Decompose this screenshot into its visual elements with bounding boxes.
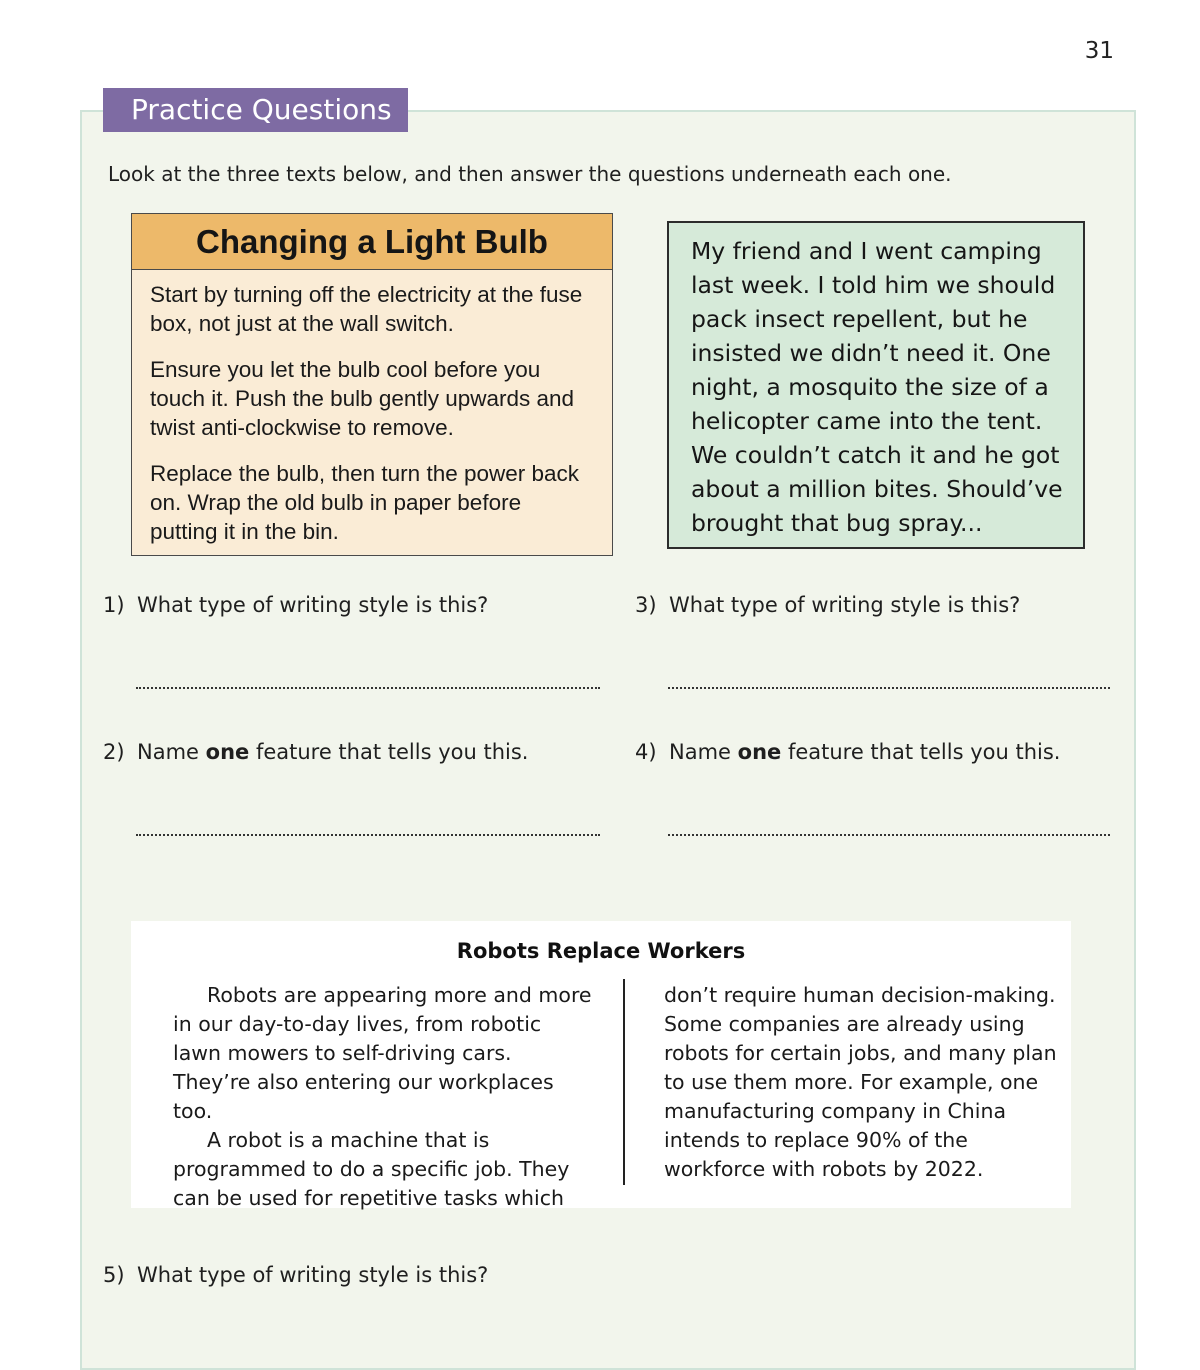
light-bulb-paragraph: Replace the bulb, then turn the power back on. Wrap the old bulb in paper before putting it in the bin.: [150, 461, 580, 544]
question-text: Name: [137, 740, 206, 764]
question-text: feature that tells you this.: [249, 740, 529, 764]
question-text: Name: [669, 740, 738, 764]
question-number: 5): [103, 1263, 125, 1287]
question-number: 1): [103, 593, 125, 617]
robots-column-right: [664, 981, 1064, 1184]
question-number: 3): [635, 593, 657, 617]
question-text: What type of writing style is this?: [669, 593, 1021, 617]
text-box-robots: [131, 921, 1071, 1208]
robots-paragraph: don’t require human decision-making. Some companies are already using robots for certain jobs, and many plan to use them more. For example, one manufacturing company in China intends to replace 90% of the workforce with robots by 2022.: [664, 983, 1057, 1181]
robots-title: Robots Replace Workers: [456, 939, 746, 963]
light-bulb-paragraph: Ensure you let the bulb cool before you touch it. Push the bulb gently upwards and twist anti-clockwise to remove.: [150, 357, 575, 440]
question-number: 4): [635, 740, 657, 764]
question-emphasis: one: [205, 740, 250, 764]
instructions: Look at the three texts below, and then answer the questions underneath each one.: [108, 162, 952, 186]
question-1: [103, 593, 488, 617]
question-number: 2): [103, 740, 125, 764]
question-5: [103, 1263, 488, 1287]
robots-paragraph: A robot is a machine that is programmed to do a specific job. They can be used for repetitive tasks which: [173, 1128, 570, 1210]
light-bulb-title: Changing a Light Bulb: [132, 214, 612, 270]
question-4: [635, 740, 1060, 764]
text-box-camping: My friend and I went camping last week. I told him we should pack insect repellent, but he insisted we didn’t need it. One night, a mosquito the size of a helicopter came into the tent. We couldn’t catch it and he got about a million bites. Should’ve brought that bug spray...: [667, 221, 1085, 549]
question-text: What type of writing style is this?: [137, 1263, 489, 1287]
answer-line-4[interactable]: [668, 834, 1110, 836]
text-box-light-bulb: [131, 213, 613, 556]
answer-line-1[interactable]: [136, 687, 600, 689]
question-text: feature that tells you this.: [781, 740, 1061, 764]
answer-line-2[interactable]: [136, 834, 600, 836]
question-emphasis: one: [737, 740, 782, 764]
question-2: [103, 740, 528, 764]
light-bulb-paragraph: Start by turning off the electricity at the fuse box, not just at the wall switch.: [150, 282, 583, 336]
question-text: What type of writing style is this?: [137, 593, 489, 617]
section-tab: Practice Questions: [103, 88, 408, 132]
question-3: [635, 593, 1020, 617]
robots-paragraph: Robots are appearing more and more in our day-to-day lives, from robotic lawn mowers to self-driving cars. They’re also entering our workplaces too.: [173, 983, 592, 1123]
robots-column-left: [173, 981, 593, 1213]
answer-line-3[interactable]: [668, 687, 1110, 689]
column-divider: [623, 979, 625, 1185]
page-number: 31: [1084, 38, 1114, 64]
